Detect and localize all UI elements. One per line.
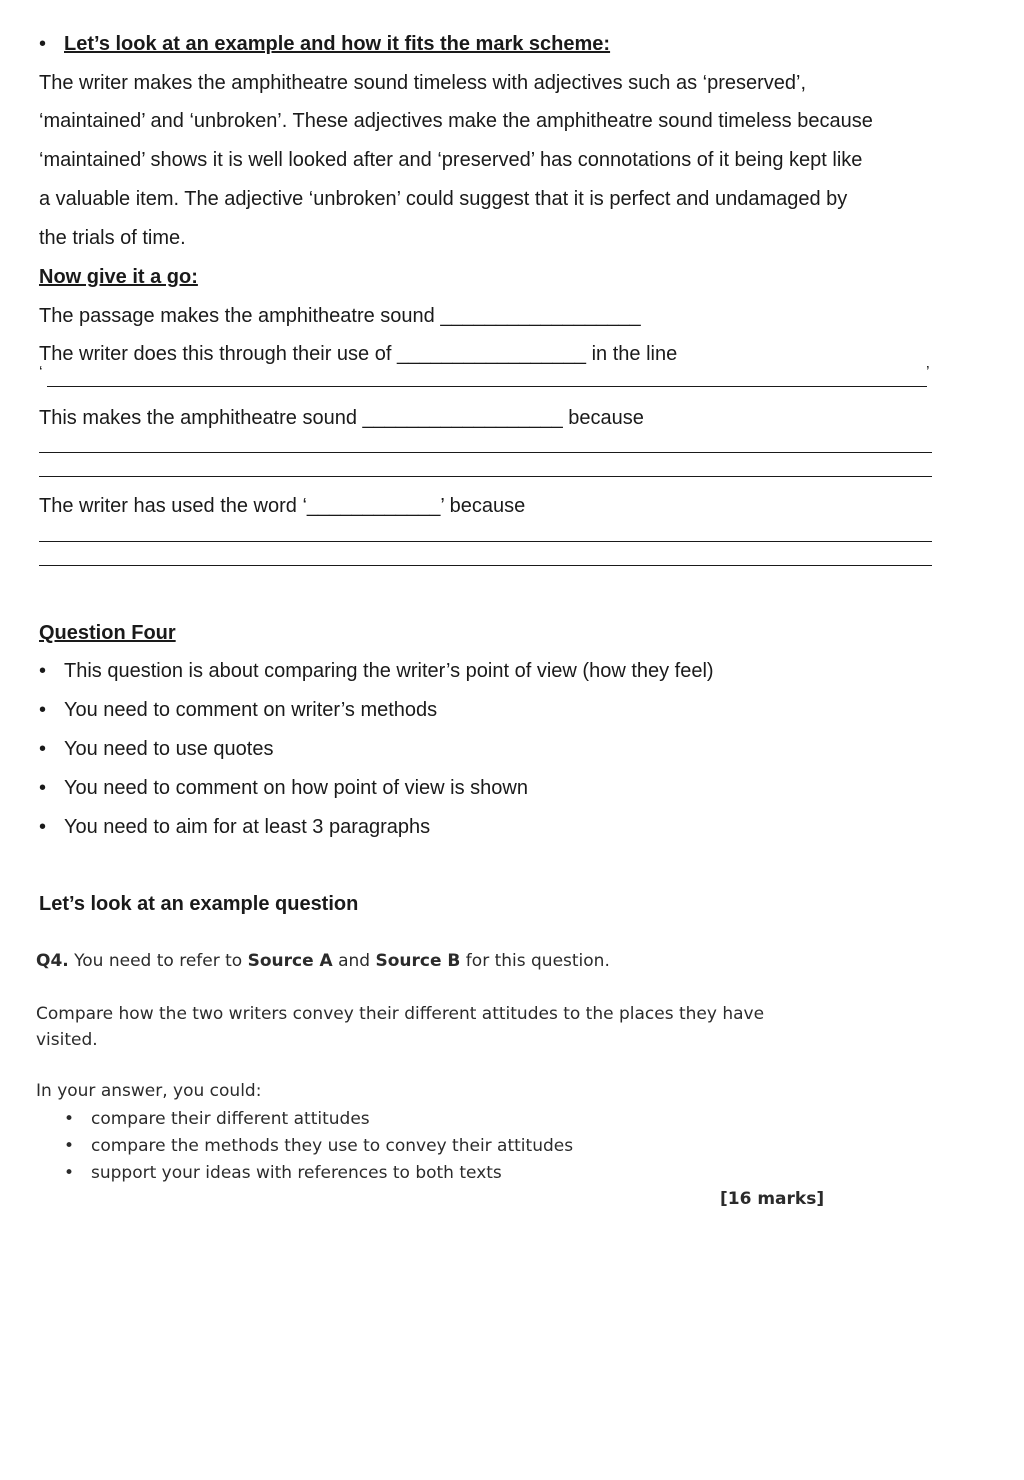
- example-heading-bullet: [39, 32, 610, 56]
- source-a-label: Source A: [247, 951, 333, 971]
- bullet-text: You need to aim for at least 3 paragraphs: [64, 816, 431, 838]
- bullet-icon: •: [64, 1136, 75, 1156]
- bullet-text: You need to comment on writer’s methods: [64, 699, 438, 721]
- quote-open-mark: ‘: [39, 364, 43, 381]
- bullet-icon: •: [39, 816, 47, 838]
- example-line: The writer makes the amphitheatre sound timeless with adjectives such as ‘preserved’,: [39, 72, 807, 94]
- bullet-icon: •: [39, 738, 47, 760]
- exam-bullet-text: support your ideas with references to both texts: [91, 1163, 502, 1183]
- bullet-icon: •: [39, 777, 47, 799]
- question-text: You need to refer to: [68, 951, 248, 971]
- example-heading: Let’s look at an example and how it fits the mark scheme:: [64, 33, 611, 55]
- could-line: In your answer, you could:: [36, 1081, 262, 1101]
- source-b-label: Source B: [375, 951, 461, 971]
- question-number: Q4.: [36, 951, 69, 971]
- frame-line-because: This makes the amphitheatre sound __________________ because: [39, 407, 644, 429]
- frame-line-word: The writer has used the word ‘____________’ because: [39, 495, 526, 517]
- answer-line[interactable]: [39, 565, 932, 566]
- question-four-heading: Question Four: [39, 622, 176, 644]
- give-it-a-go-heading: Now give it a go:: [39, 266, 198, 288]
- exam-bullet-text: compare their different attitudes: [91, 1109, 370, 1129]
- question-four-bullet: [39, 659, 714, 683]
- marks-label: [16 marks]: [720, 1189, 825, 1209]
- frame-line-use-of: The writer does this through their use of _________________ in the line: [39, 343, 678, 365]
- compare-line: Compare how the two writers convey their different attitudes to the places they have: [36, 1004, 765, 1024]
- exam-bullet: [64, 1108, 370, 1130]
- question-text: and: [332, 951, 376, 971]
- bullet-text: This question is about comparing the writer’s point of view (how they feel): [64, 660, 714, 682]
- bullet-icon: •: [64, 1109, 75, 1129]
- answer-line[interactable]: [39, 476, 932, 477]
- bullet-icon: •: [39, 660, 47, 682]
- example-line: ‘maintained’ shows it is well looked after and ‘preserved’ has connotations of it being kept like: [39, 149, 863, 171]
- exam-question-line: [36, 950, 610, 972]
- question-text: for this question.: [460, 951, 610, 971]
- question-four-bullet: [39, 737, 273, 761]
- bullet-icon: •: [39, 33, 47, 55]
- example-line: the trials of time.: [39, 227, 186, 249]
- answer-line[interactable]: [39, 452, 932, 453]
- bullet-text: You need to use quotes: [64, 738, 274, 760]
- exam-question-excerpt: [36, 946, 836, 1216]
- question-four-bullet: [39, 698, 437, 722]
- answer-line[interactable]: [39, 541, 932, 542]
- example-line: a valuable item. The adjective ‘unbroken’ could suggest that it is perfect and undamaged by: [39, 188, 848, 210]
- answer-line-quote[interactable]: [47, 386, 927, 387]
- exam-bullet: [64, 1162, 502, 1184]
- bullet-icon: •: [64, 1163, 75, 1183]
- compare-line: visited.: [36, 1030, 98, 1050]
- bullet-text: You need to comment on how point of view is shown: [64, 777, 528, 799]
- quote-close-mark: ’: [926, 364, 930, 381]
- bullet-icon: •: [39, 699, 47, 721]
- question-four-bullet: [39, 776, 528, 800]
- frame-line-sound: The passage makes the amphitheatre sound __________________: [39, 305, 641, 327]
- example-question-heading: Let’s look at an example question: [39, 893, 359, 915]
- exam-bullet-text: compare the methods they use to convey their attitudes: [91, 1136, 574, 1156]
- question-four-bullet: [39, 815, 430, 839]
- exam-bullet: [64, 1135, 573, 1157]
- example-line: ‘maintained’ and ‘unbroken’. These adjectives make the amphitheatre sound timeless because: [39, 110, 873, 132]
